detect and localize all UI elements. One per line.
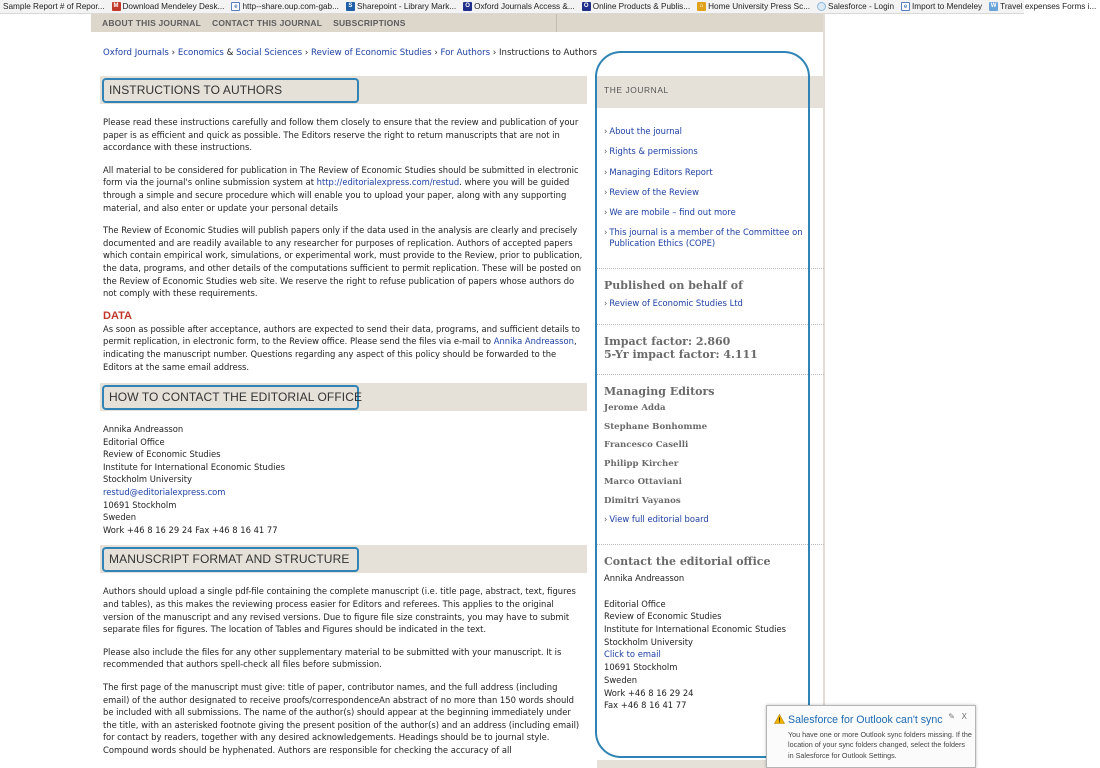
data-paragraph [103, 323, 583, 373]
sidebar-title: THE JOURNAL [604, 85, 669, 95]
bookmark-label: Sharepoint - Library Mark... [356, 2, 457, 11]
link-text[interactable]: Managing Editors Report [609, 166, 713, 177]
bookmark-label: Oxford Journals Access &... [474, 2, 575, 11]
crumb-review-economic-studies[interactable]: Review of Economic Studies [310, 48, 432, 58]
contact-line: Editorial Office [604, 598, 666, 609]
bookmark-label: Online Products & Publis... [592, 2, 691, 11]
journal-top-nav [91, 14, 824, 32]
notification-title: Salesforce for Outlook can't sync [788, 714, 943, 726]
chevron-right-icon: › [604, 146, 608, 157]
nav-divider [556, 14, 557, 32]
bookmark-label: Travel expenses Forms i... [1000, 2, 1097, 11]
contact-name: Annika Andreasson [604, 572, 685, 583]
bookmark-label: Import to Mendeley [912, 2, 983, 11]
submission-system-link[interactable]: http://editorialexpress.com/restud [316, 177, 460, 188]
chevron-right-icon: › [604, 513, 608, 524]
five-year-impact-factor: 5-Yr impact factor: 4.111 [604, 348, 758, 362]
home-icon: ⌂ [697, 2, 706, 11]
intro-paragraph: Please read these instructions carefully and follow them closely to ensure that the review and publication of your paper is as efficient and quick as possible. The Editors reserve the right to return manuscripts that are not in accordance with these instructions. [103, 117, 579, 153]
address-line: Sweden [103, 512, 137, 523]
close-icon[interactable]: X [961, 712, 967, 721]
bookmark-label: http--share.oup.com-gab... [242, 2, 339, 11]
link-text[interactable]: We are mobile – find out more [609, 207, 736, 218]
notification-controls [948, 712, 967, 721]
journal-sidebar [597, 76, 824, 712]
bookmark-label: Sample Report # of Repor... [3, 2, 105, 11]
contact-line: 10691 Stockholm [604, 662, 678, 673]
sidebar-link-editors-report[interactable] [604, 167, 816, 178]
first-page-paragraph: The first page of the manuscript must give: title of paper, contributor names, and the full address (including email) of the author designated to receive proofs/correspondenceAn abstract of no more than 150 words should be included with all submissions. The name of the author(s) should appear at the beginning immediately under the title, with an asterisked footnote giving the present position of the author(s) and an address (including email) for contact by readers, together with any desired acknowledgements. Headings should be to journal style. Compound words should be hyphenated. Authors are responsible for checking the accuracy of all [103, 682, 580, 755]
crumb-oxford-journals[interactable]: Oxford Journals [103, 48, 169, 58]
editorial-office-address [103, 423, 587, 536]
bookmark-oxford-journals[interactable] [460, 2, 579, 11]
bookmark-salesforce[interactable] [814, 2, 898, 11]
editorial-board-link[interactable] [604, 514, 816, 525]
format-paragraph: Authors should upload a single pdf-file containing the complete manuscript (i.e. title page, abstract, text, figures and tables), as this makes the reviewing process easier for Editors and referees. This applies to the original version of the manuscript and any revised versions. Due to figure file size constraints, you may have to submit separate files for figures. The location of Tables and Figures should be indicated in the text. [103, 586, 576, 635]
oup-icon: O [582, 2, 591, 11]
editors-title: Managing Editors [604, 385, 715, 399]
link-text[interactable]: Rights & permissions [609, 146, 698, 157]
crumb-for-authors[interactable]: For Authors [440, 48, 491, 58]
chevron-right-icon: › [604, 166, 608, 177]
editorial-email-link[interactable]: restud@editorialexpress.com [103, 487, 226, 498]
section-header-instructions [100, 76, 587, 104]
address-line: 10691 Stockholm [103, 499, 177, 510]
click-to-email-link[interactable]: Click to email [604, 649, 661, 660]
section-title: MANUSCRIPT FORMAT AND STRUCTURE [109, 552, 350, 567]
address-line: Editorial Office [103, 436, 165, 447]
sidebar-link-review[interactable] [604, 187, 816, 198]
bookmark-sharepoint[interactable] [343, 2, 460, 11]
section-title: HOW TO CONTACT THE EDITORIAL OFFICE [109, 390, 363, 405]
chevron-right-icon: › [604, 227, 608, 238]
editor-name: Philipp Kircher [604, 458, 679, 469]
sidebar-link-cope[interactable] [604, 227, 816, 249]
page-icon: e [231, 2, 240, 11]
sidebar-link-about[interactable] [604, 126, 816, 137]
published-title: Published on behalf of [604, 278, 743, 292]
crumb-current-page: Instructions to Authors [499, 48, 597, 58]
sidebar-link-rights[interactable] [604, 146, 816, 157]
address-line: Stockholm University [103, 474, 193, 485]
crumb-social-sciences[interactable]: Social Sciences [236, 48, 303, 58]
replication-paragraph: The Review of Economic Studies will publish papers only if the data used in the analysis are clearly and precisely documented and are readily available to any researcher for purposes of replication. Authors of accepted papers which contain empirical work, simulations, or experimental work, must provide to the Review, prior to publication, the data, programs, and other details of the computations sufficient to permit replication. These will be posted on the Review of Economic Studies web site. We reserve the right to refuse publication of papers whose authors do not comply with these requirements. [103, 225, 583, 299]
paragraph-text: As soon as possible after acceptance, authors are expected to send their data, programs, and sufficient details to permit replication, in electronic form, to the Review office. Please send the files via e-mail to [103, 323, 580, 347]
chevron-right-icon: › [604, 297, 608, 308]
chevron-right-icon: › [604, 126, 608, 136]
contact-line: Sweden [604, 674, 638, 685]
breadcrumb [103, 48, 597, 58]
bookmark-mendeley-download[interactable] [109, 2, 229, 11]
crumb-separator: › [171, 48, 176, 58]
contact-line: Review of Economic Studies [604, 611, 722, 622]
sharepoint-icon: S [346, 2, 355, 11]
sidebar-link-mobile[interactable] [604, 207, 816, 218]
editor-name: Dimitri Vayanos [604, 496, 681, 507]
supplementary-paragraph: Please also include the files for any other supplementary material to be submitted with your manuscript. It is recommended that authors spell-check all files before submission. [103, 646, 562, 670]
contact-editorial-office [597, 545, 824, 712]
published-on-behalf [597, 269, 824, 324]
chevron-right-icon: › [604, 207, 608, 218]
cloud-icon [817, 2, 826, 11]
sidebar-header [597, 76, 824, 108]
bookmarks-bar [0, 0, 1097, 14]
link-text[interactable]: About the journal [609, 126, 683, 136]
editor-name: Francesco Caselli [604, 440, 689, 451]
editor-name: Jerome Adda [604, 403, 666, 414]
page-icon: e [901, 2, 910, 11]
warning-icon [774, 714, 785, 726]
salesforce-sync-notification[interactable] [766, 705, 976, 768]
spacer [597, 259, 824, 268]
main-content [100, 76, 587, 767]
oup-icon: O [463, 2, 472, 11]
managing-editors [597, 375, 824, 544]
contact-line: Stockholm University [604, 636, 694, 647]
section-header-contact [100, 383, 587, 411]
bookmark-share-oup[interactable] [228, 2, 342, 11]
paragraph-text: . where you will be guided through a simple and secure procedure which will enable you to upload your paper, along with any supporting material, and also enter or update your personal details [103, 177, 570, 213]
address-line: Work +46 8 16 29 24 Fax +46 8 16 41 77 [103, 524, 278, 535]
forms-icon: W [990, 3, 997, 9]
crumb-economics[interactable]: Economics [177, 48, 224, 58]
crumb-separator: › [434, 48, 438, 58]
link-text[interactable]: View full editorial board [609, 513, 709, 524]
section-title: INSTRUCTIONS TO AUTHORS [109, 83, 283, 97]
bookmark-import-mendeley[interactable] [898, 2, 986, 11]
mendeley-icon: M [113, 3, 119, 9]
bookmark-label: Download Mendeley Desk... [122, 2, 225, 11]
bookmark-label: Salesforce - Login [828, 2, 895, 11]
address-line: Annika Andreasson [103, 424, 184, 435]
nav-contact-journal[interactable]: CONTACT THIS JOURNAL [212, 18, 323, 28]
nav-subscriptions[interactable]: SUBSCRIPTIONS [333, 18, 406, 28]
editor-name: Marco Ottaviani [604, 477, 682, 488]
address-line: Review of Economic Studies [103, 449, 221, 460]
pin-icon[interactable]: ✎ [948, 712, 955, 721]
data-heading: DATA [103, 309, 132, 322]
contact-line: Institute for International Economic Studies [604, 624, 787, 635]
contact-title: Contact the editorial office [604, 554, 771, 568]
crumb-ampersand: & [226, 48, 234, 58]
chevron-right-icon: › [604, 186, 608, 197]
contact-fax: Fax +46 8 16 41 77 [604, 700, 687, 711]
bookmark-sample-report[interactable] [0, 2, 109, 11]
journal-links [597, 108, 824, 249]
link-text[interactable]: Review of Economic Studies Ltd [609, 297, 743, 308]
paragraph-text: , indicating the manuscript number. Questions regarding any aspect of this policy should be forwarded to the Editors at the same email address. [103, 336, 577, 372]
annika-email-link[interactable]: Annika Andreasson [493, 336, 574, 347]
paragraph-text: All material to be considered for publication in The Review of Economic Studies should be submitted in electronic form via the journal's online submission system at [103, 164, 579, 188]
link-text[interactable]: Review of the Review [609, 186, 699, 197]
bookmark-label: Home University Press Sc... [708, 2, 811, 11]
bookmark-home-up[interactable] [694, 2, 814, 11]
bookmark-travel-expenses[interactable] [986, 2, 1100, 11]
editor-name: Stephane Bonhomme [604, 421, 708, 432]
submission-paragraph [103, 164, 583, 214]
bookmark-online-products[interactable] [579, 2, 694, 11]
address-line: Institute for International Economic Studies [103, 461, 286, 472]
publisher-link[interactable] [604, 298, 816, 309]
impact-factors [597, 325, 824, 374]
contact-work-phone: Work +46 8 16 29 24 [604, 687, 694, 698]
link-text[interactable]: This journal is a member of the Committee on Publication Ethics (COPE) [609, 227, 803, 249]
crumb-separator: › [492, 48, 497, 58]
notification-body: You have one or more Outlook sync folders missing. If the location of your sync folders changed, select the folders in Salesforce for Outlook Settings. [788, 730, 972, 760]
section-header-format [100, 545, 587, 573]
impact-factor: Impact factor: 2.860 [604, 335, 731, 349]
nav-about-journal[interactable]: ABOUT THIS JOURNAL [102, 18, 201, 28]
crumb-separator: › [304, 48, 309, 58]
